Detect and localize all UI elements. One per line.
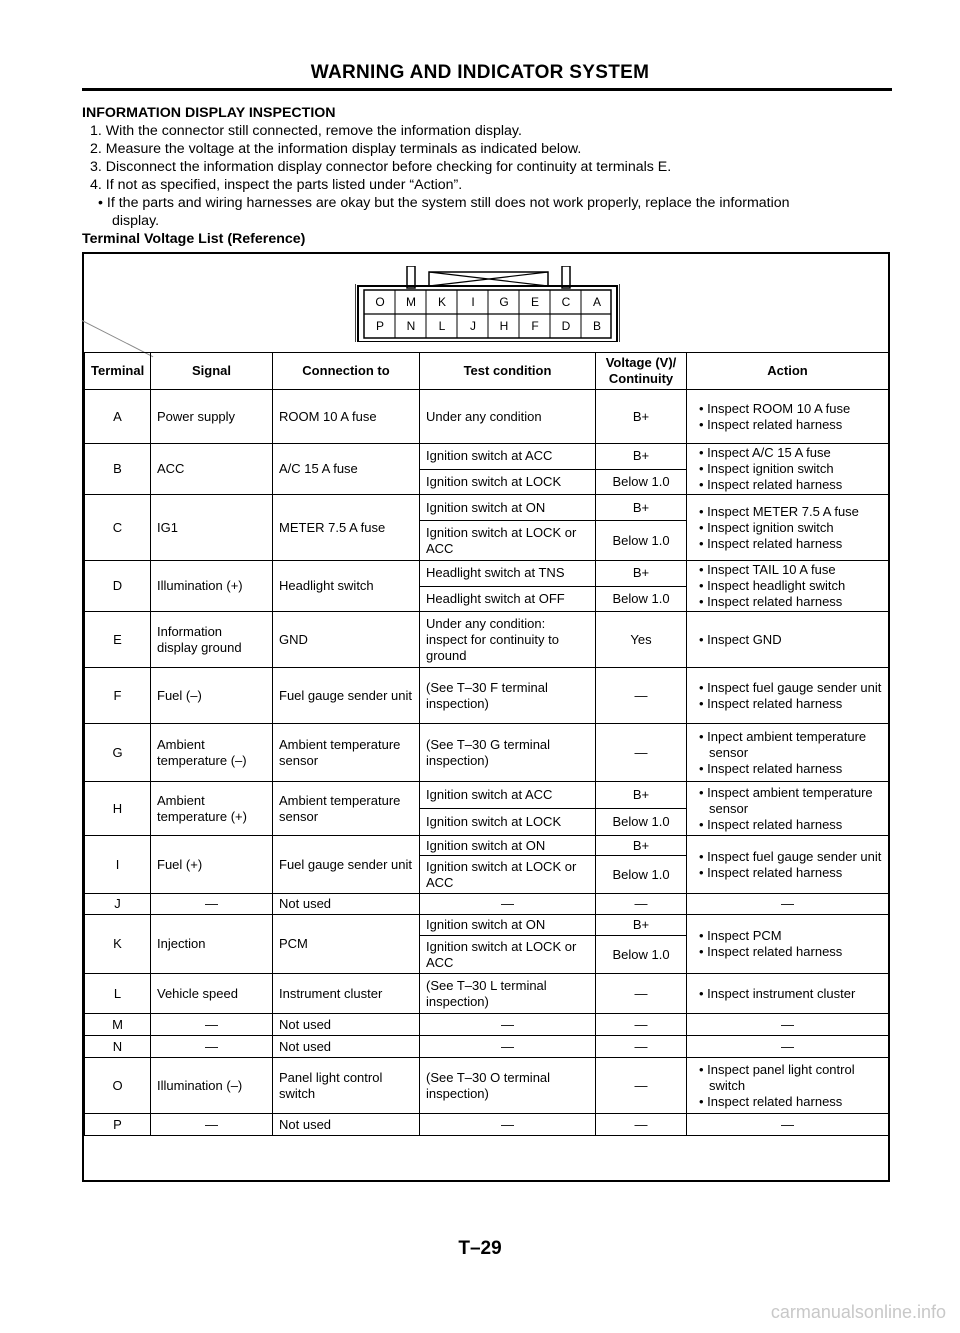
connection-cell: Not used: [273, 1036, 420, 1058]
voltage-cell: Below 1.0: [596, 586, 687, 612]
connection-cell: Not used: [273, 1014, 420, 1036]
pin-label: J: [470, 319, 476, 333]
terminal-cell: I: [85, 836, 151, 894]
condition-cell: Ignition switch at LOCK or ACC: [420, 521, 596, 561]
step-1: 1. With the connector still connected, remove the information display.: [90, 123, 522, 139]
table-row: [85, 915, 889, 936]
voltage-cell: —: [596, 724, 687, 782]
condition-cell: —: [420, 1114, 596, 1136]
action-item: • Inspect TAIL 10 A fuse: [699, 562, 836, 577]
step-2: 2. Measure the voltage at the information display terminals as indicated below.: [90, 141, 582, 157]
terminal-cell: P: [85, 1114, 151, 1136]
voltage-cell: —: [596, 974, 687, 1014]
action-cell: —: [687, 1036, 889, 1058]
action-item: • Inspect related harness: [699, 760, 843, 776]
voltage-cell: Below 1.0: [596, 809, 687, 836]
signal-cell: Fuel (–): [151, 668, 273, 724]
action-item: • Inspect ignition switch: [699, 461, 834, 476]
page-number: T–29: [458, 1238, 502, 1259]
col-header-voltage: Voltage (V)/ Continuity: [596, 353, 687, 390]
condition-cell: Ignition switch at ON: [420, 495, 596, 521]
voltage-cell: B+: [596, 444, 687, 470]
pin-label: N: [406, 319, 416, 333]
action-item: • Inpect ambient temperature sensor: [699, 728, 867, 760]
condition-cell: Ignition switch at ACC: [420, 444, 596, 470]
signal-cell: —: [151, 1114, 273, 1136]
voltage-cell: B+: [596, 561, 687, 587]
voltage-cell: —: [596, 1036, 687, 1058]
voltage-cell: —: [596, 1058, 687, 1114]
terminal-cell: N: [85, 1036, 151, 1058]
condition-cell: —: [420, 894, 596, 915]
voltage-cell: B+: [596, 915, 687, 936]
connection-cell: METER 7.5 A fuse: [273, 495, 420, 561]
action-cell: [687, 612, 889, 668]
voltage-cell: —: [596, 894, 687, 915]
col-header-test-condition: Test condition: [420, 353, 596, 390]
pin-label: L: [438, 319, 446, 333]
pin-label: G: [499, 295, 509, 309]
terminal-cell: M: [85, 1014, 151, 1036]
action-cell: [687, 390, 889, 444]
condition-cell: (See T–30 G terminal inspection): [420, 724, 596, 782]
condition-cell: —: [420, 1014, 596, 1036]
voltage-cell: Below 1.0: [596, 469, 687, 495]
voltage-cell: Below 1.0: [596, 856, 687, 894]
table-row: [85, 836, 889, 856]
pin-label: F: [531, 319, 539, 333]
action-cell: [687, 495, 889, 561]
step-4: 4. If not as specified, inspect the parts listed under “Action”.: [90, 177, 463, 193]
connector-diagram: [355, 266, 620, 342]
connection-cell: Fuel gauge sender unit: [273, 836, 420, 894]
action-cell: —: [687, 1114, 889, 1136]
action-item: • Inspect ambient temperature sensor: [699, 784, 873, 816]
condition-cell: Ignition switch at ACC: [420, 782, 596, 809]
action-item: • Inspect related harness: [699, 816, 843, 832]
terminal-cell: G: [85, 724, 151, 782]
pin-label: B: [592, 319, 601, 333]
signal-cell: —: [151, 1014, 273, 1036]
action-item: • Inspect ignition switch: [699, 519, 834, 535]
connection-cell: Instrument cluster: [273, 974, 420, 1014]
pin-label: D: [561, 319, 571, 333]
action-item: • Inspect related harness: [699, 535, 843, 551]
col-header-signal: Signal: [151, 353, 273, 390]
title-rule: [82, 88, 892, 91]
signal-cell: Ambient temperature (+): [151, 782, 273, 836]
pin-label: O: [375, 295, 385, 309]
signal-cell: Information display ground: [151, 612, 273, 668]
connection-cell: Panel light control switch: [273, 1058, 420, 1114]
connection-cell: Ambient temperature sensor: [273, 724, 420, 782]
pin-label: K: [437, 295, 446, 309]
condition-cell: Headlight switch at OFF: [420, 586, 596, 612]
table-row: [85, 495, 889, 521]
step-3: 3. Disconnect the information display connector before checking for continuity at terminals E.: [90, 159, 672, 175]
table-row: [85, 444, 889, 470]
terminal-cell: B: [85, 444, 151, 495]
action-item: • Inspect PCM: [699, 928, 782, 943]
condition-cell: Ignition switch at ON: [420, 915, 596, 936]
table-row: [85, 974, 889, 1014]
voltage-cell: B+: [596, 495, 687, 521]
action-item: • Inspect related harness: [699, 594, 843, 609]
connection-cell: Ambient temperature sensor: [273, 782, 420, 836]
terminal-cell: O: [85, 1058, 151, 1114]
table-row: [85, 724, 889, 782]
table-subheading: Terminal Voltage List (Reference): [82, 231, 306, 247]
connection-cell: GND: [273, 612, 420, 668]
terminal-cell: D: [85, 561, 151, 612]
signal-cell: —: [151, 1036, 273, 1058]
action-cell: [687, 561, 889, 612]
action-item: • Inspect panel light control switch: [699, 1061, 855, 1093]
voltage-cell: Below 1.0: [596, 936, 687, 974]
connection-cell: Not used: [273, 894, 420, 915]
voltage-cell: —: [596, 668, 687, 724]
voltage-cell: B+: [596, 390, 687, 444]
signal-cell: Illumination (+): [151, 561, 273, 612]
terminal-cell: A: [85, 390, 151, 444]
voltage-cell: —: [596, 1014, 687, 1036]
terminal-cell: K: [85, 915, 151, 974]
table-row: [85, 612, 889, 668]
condition-cell: Ignition switch at LOCK: [420, 469, 596, 495]
action-cell: [687, 915, 889, 974]
condition-cell: Headlight switch at TNS: [420, 561, 596, 587]
signal-cell: Illumination (–): [151, 1058, 273, 1114]
condition-cell: Under any condition: inspect for continuity to ground: [420, 612, 596, 668]
condition-cell: (See T–30 L terminal inspection): [420, 974, 596, 1014]
connection-cell: ROOM 10 A fuse: [273, 390, 420, 444]
page-title: WARNING AND INDICATOR SYSTEM: [310, 62, 650, 83]
pin-label: A: [592, 295, 601, 309]
action-item: • Inspect GND: [699, 631, 782, 647]
action-item: • Inspect related harness: [699, 416, 843, 432]
pin-label: C: [561, 295, 571, 309]
table-header-row: [85, 353, 889, 390]
signal-cell: IG1: [151, 495, 273, 561]
col-header-connection: Connection to: [273, 353, 420, 390]
voltage-cell: B+: [596, 836, 687, 856]
connection-cell: Headlight switch: [273, 561, 420, 612]
signal-cell: Power supply: [151, 390, 273, 444]
action-item: • Inspect A/C 15 A fuse: [699, 445, 831, 460]
condition-cell: Ignition switch at ON: [420, 836, 596, 856]
table-row: [85, 668, 889, 724]
condition-cell: Under any condition: [420, 390, 596, 444]
action-item: • Inspect METER 7.5 A fuse: [699, 503, 859, 519]
signal-cell: ACC: [151, 444, 273, 495]
action-cell: [687, 974, 889, 1014]
action-item: • Inspect related harness: [699, 477, 843, 492]
action-cell: —: [687, 894, 889, 915]
table-row: [85, 561, 889, 587]
connection-cell: PCM: [273, 915, 420, 974]
terminal-voltage-table: [84, 352, 889, 1136]
action-item: • Inspect ROOM 10 A fuse: [699, 400, 851, 416]
table-row: [85, 1014, 889, 1036]
terminal-cell: F: [85, 668, 151, 724]
table-row: [85, 1036, 889, 1058]
watermark: carmanualsonline.info: [770, 1302, 946, 1322]
action-item: • Inspect headlight switch: [699, 578, 846, 593]
action-cell: [687, 836, 889, 894]
condition-cell: (See T–30 O terminal inspection): [420, 1058, 596, 1114]
table-row: [85, 782, 889, 809]
action-item: • Inspect related harness: [699, 695, 843, 711]
terminal-cell: J: [85, 894, 151, 915]
table-row: [85, 390, 889, 444]
action-item: • Inspect instrument cluster: [699, 985, 856, 1001]
action-cell: [687, 444, 889, 495]
action-cell: [687, 668, 889, 724]
action-item: • Inspect related harness: [699, 1093, 843, 1109]
action-cell: —: [687, 1014, 889, 1036]
table-row: [85, 1114, 889, 1136]
condition-cell: Ignition switch at LOCK or ACC: [420, 936, 596, 974]
table-row: [85, 1058, 889, 1114]
condition-cell: Ignition switch at LOCK: [420, 809, 596, 836]
condition-cell: (See T–30 F terminal inspection): [420, 668, 596, 724]
pin-label: E: [530, 295, 539, 309]
action-cell: [687, 724, 889, 782]
signal-cell: Vehicle speed: [151, 974, 273, 1014]
pin-label: I: [471, 295, 475, 309]
terminal-cell: L: [85, 974, 151, 1014]
col-header-action: Action: [687, 353, 889, 390]
table-row: [85, 894, 889, 915]
connection-cell: A/C 15 A fuse: [273, 444, 420, 495]
section-heading: INFORMATION DISPLAY INSPECTION: [82, 105, 336, 121]
action-item: • Inspect related harness: [699, 864, 843, 880]
pin-label: M: [406, 295, 416, 309]
terminal-cell: C: [85, 495, 151, 561]
voltage-cell: Below 1.0: [596, 521, 687, 561]
inspection-instructions: [82, 104, 892, 248]
signal-cell: Injection: [151, 915, 273, 974]
action-cell: [687, 1058, 889, 1114]
action-item: • Inspect related harness: [699, 944, 843, 959]
terminal-cell: E: [85, 612, 151, 668]
col-header-terminal: Terminal: [85, 353, 151, 390]
signal-cell: Fuel (+): [151, 836, 273, 894]
terminal-cell: H: [85, 782, 151, 836]
signal-cell: Ambient temperature (–): [151, 724, 273, 782]
action-cell: [687, 782, 889, 836]
condition-cell: Ignition switch at LOCK or ACC: [420, 856, 596, 894]
pin-label: P: [375, 319, 384, 333]
replace-note: • If the parts and wiring harnesses are okay but the system still does not work properly, replace the information display.: [98, 195, 790, 229]
action-item: • Inspect fuel gauge sender unit: [699, 848, 882, 864]
pin-label: H: [499, 319, 509, 333]
signal-cell: —: [151, 894, 273, 915]
connection-cell: Fuel gauge sender unit: [273, 668, 420, 724]
connection-cell: Not used: [273, 1114, 420, 1136]
voltage-cell: B+: [596, 782, 687, 809]
voltage-cell: Yes: [596, 612, 687, 668]
action-item: • Inspect fuel gauge sender unit: [699, 679, 882, 695]
condition-cell: —: [420, 1036, 596, 1058]
voltage-cell: —: [596, 1114, 687, 1136]
